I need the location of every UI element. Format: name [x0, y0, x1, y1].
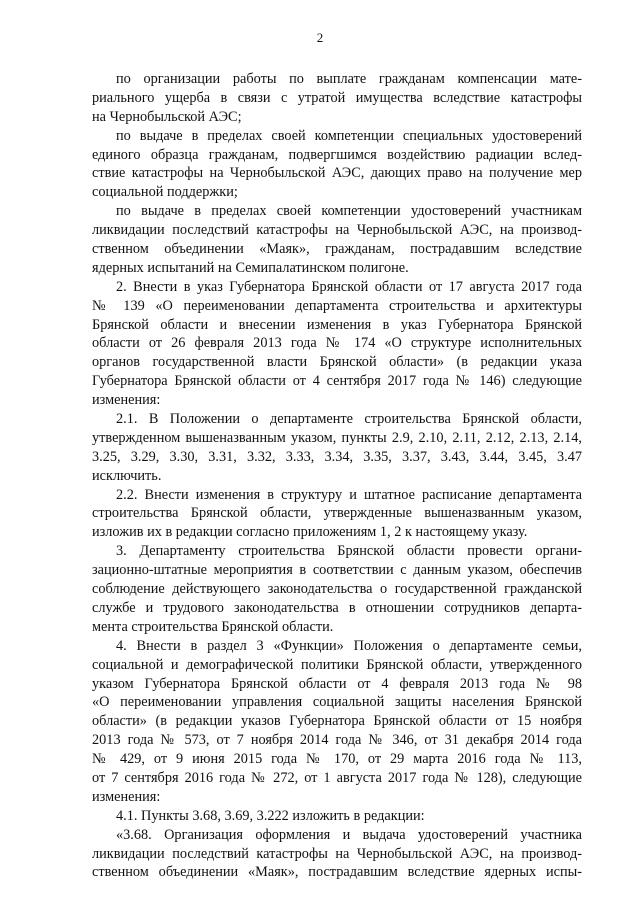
paragraph-line: 3.25, 3.29, 3.30, 3.31, 3.32, 3.33, 3.34, 3.35, 3.37, 3.43, 3.44, 3.45, 3.47: [92, 448, 582, 465]
paragraph-line: изложив их в редакции согласно приложениям 1, 2 к настоящему указу.: [92, 524, 528, 541]
paragraph-first-line: 2.2. Внести изменения в структуру и штатное расписание департамента: [116, 486, 582, 503]
paragraph-line: ликвидации последствий катастрофы на Чернобыльской АЭС, на производ-: [92, 222, 582, 239]
paragraph-line: строительства Брянской области, утвержденные вышеназванным указом,: [92, 505, 582, 522]
paragraph-first-line: 2.1. В Положении о департаменте строительства Брянской области,: [116, 411, 582, 428]
paragraph-first-line: 4. Внести в раздел 3 «Функции» Положения о департаменте семьи,: [116, 637, 582, 654]
paragraph-line: изменения:: [92, 788, 161, 805]
paragraph-first-line: по выдаче в пределах своей компетенции удостоверений участникам: [116, 203, 582, 220]
document-body: [92, 70, 582, 882]
paragraph-line: риального ущерба в связи с утратой имущества вследствие катастрофы: [92, 89, 582, 106]
paragraph-line: мента строительства Брянской области.: [92, 618, 334, 635]
paragraph-line: ликвидации последствий катастрофы на Чернобыльской АЭС, на производ-: [92, 845, 582, 862]
paragraph-line: Брянской области и внесении изменения в указ Губернатора Брянской: [92, 316, 582, 333]
paragraph-line: единого образца гражданам, подвергшимся воздействию радиации вслед-: [92, 146, 582, 163]
paragraph-line: ственном объединении «Маяк», пострадавшим вследствие ядерных испы-: [92, 864, 582, 881]
paragraph-line: указом Губернатора Брянской области от 4 февраля 2013 года № 98: [92, 675, 582, 692]
paragraph-line: Губернатора Брянской области от 4 сентября 2017 года № 146) следующие: [92, 373, 582, 390]
paragraph-first-line: «3.68. Организация оформления и выдача удостоверений участника: [116, 826, 582, 843]
paragraph-first-line: по организации работы по выплате гражданам компенсации мате-: [116, 71, 582, 87]
paragraph-line: № 429, от 9 июня 2015 года № 170, от 29 марта 2016 года № 113,: [92, 751, 582, 768]
paragraph-first-line: 4.1. Пункты 3.68, 3.69, 3.222 изложить в редакции:: [116, 807, 425, 824]
paragraph-first-line: 2. Внести в указ Губернатора Брянской области от 17 августа 2017 года: [116, 278, 582, 295]
paragraph-line: исключить.: [92, 467, 162, 484]
page-number: 2: [316, 30, 324, 45]
paragraph-line: 2013 года № 573, от 7 ноября 2014 года № 346, от 31 декабря 2014 года: [92, 732, 582, 749]
paragraph-line: утвержденном вышеназванным указом, пункты 2.9, 2.10, 2.11, 2.12, 2.13, 2.14,: [92, 429, 582, 446]
paragraph-line: органов государственной власти Брянской области» (в редакции указа: [92, 354, 582, 371]
paragraph-line: № 139 «О переименовании департамента строительства и архитектуры: [92, 297, 582, 314]
paragraph-first-line: по выдаче в пределах своей компетенции специальных удостоверений: [116, 127, 582, 144]
paragraph-first-line: 3. Департаменту строительства Брянской области провести органи-: [116, 543, 582, 560]
paragraph-line: «О переименовании управления социальной защиты населения Брянской: [92, 694, 582, 711]
paragraph-line: области» (в редакции указов Губернатора Брянской области от 15 ноября: [92, 713, 582, 730]
paragraph-line: зационно-штатные мероприятия в соответствии с данным указом, обеспечив: [92, 562, 582, 579]
paragraph-line: службе и трудового законодательства в отношении сотрудников департа-: [92, 599, 582, 616]
paragraph-line: области от 26 февраля 2013 года № 174 «О структуре исполнительных: [92, 335, 582, 352]
paragraph-line: социальной поддержки;: [92, 184, 238, 201]
paragraph-line: изменения:: [92, 392, 161, 409]
paragraph-line: ствие катастрофы на Чернобыльской АЭС, дающих право на получение мер: [92, 165, 582, 182]
paragraph-line: соблюдение действующего законодательства о государственной гражданской: [92, 581, 582, 598]
paragraph-line: ственном объединении «Маяк», гражданам, пострадавшим вследствие: [92, 241, 582, 258]
paragraph-line: социальной и демографической политики Брянской области, утвержденного: [92, 656, 582, 673]
paragraph-line: от 7 сентября 2016 года № 272, от 1 августа 2017 года № 128), следующие: [92, 769, 582, 786]
paragraph-line: ядерных испытаний на Семипалатинском полигоне.: [92, 259, 409, 276]
paragraph-line: на Чернобыльской АЭС;: [92, 108, 242, 125]
